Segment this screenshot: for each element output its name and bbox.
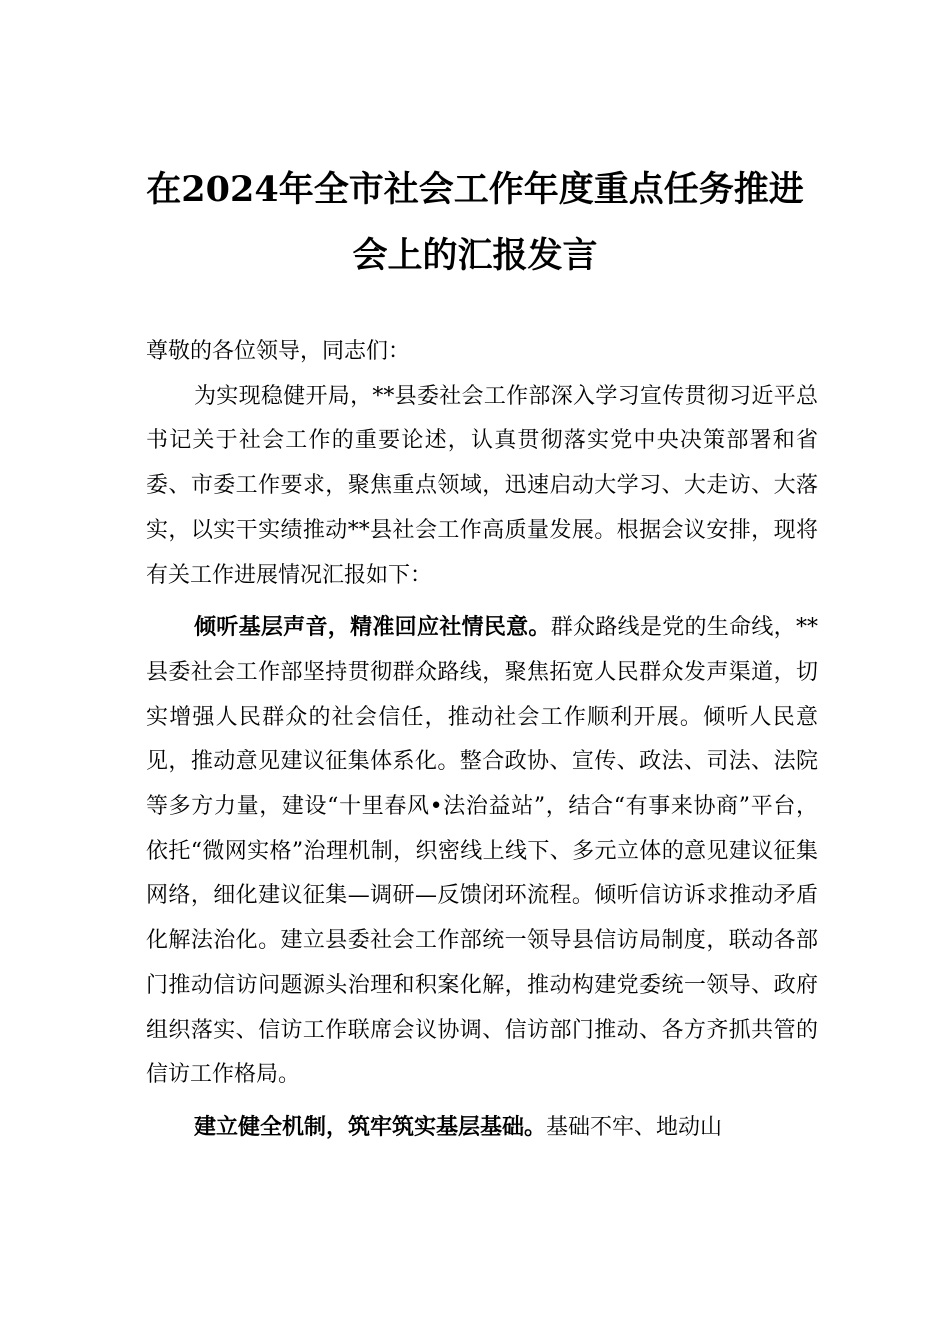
section-1-text: 群众路线是党的生命线，**县委社会工作部坚持贯彻群众路线，聚焦拓宽人民群众发声渠道，切实增强人民群众的社会信任，推动社会工作顺利开展。倾听人民意见，推动意见建议征集体系化。整合政协、宣传、政法、司法、法院等多方力量，建设“十里春风•法治益站”，结合“有事来协商”平台，依托“微网实格”治理机制，织密线上线下、多元立体的意见建议征集网络，细化建议征集—调研—反馈闭环流程。倾听信访诉求推动矛盾化解法治化。建立县委社会工作部统一领导县信访局制度，联动各部门推动信访问题源头治理和积案化解，推动构建党委统一领导、政府组织落实、信访工作联席会议协调、信访部门推动、各方齐抓共管的信访工作格局。 xyxy=(146,615,818,1088)
intro-paragraph: 为实现稳健开局，**县委社会工作部深入学习宣传贯彻习近平总书记关于社会工作的重要论述，认真贯彻落实党中央决策部署和省委、市委工作要求，聚焦重点领域，迅速启动大学习、大走访、大落实，以实干实绩推动**县社会工作高质量发展。根据会议安排，现将有关工作进展情况汇报如下： xyxy=(146,383,818,588)
section-1-lead: 倾听基层声音，精准回应社情民意。 xyxy=(194,615,551,641)
section-2-text: 基础不牢、地动山 xyxy=(546,1114,723,1140)
document-body xyxy=(146,330,818,1151)
section-2-paragraph xyxy=(146,1106,818,1151)
salutation: 尊敬的各位领导，同志们： xyxy=(146,339,411,364)
document-title-line-2: 会上的汇报发言 xyxy=(352,235,598,276)
section-2-lead: 建立健全机制，筑牢筑实基层基础。 xyxy=(194,1114,547,1140)
section-1-paragraph xyxy=(146,606,818,1098)
document-title-line-1: 在2024年全市社会工作年度重点任务推进 xyxy=(146,169,804,210)
